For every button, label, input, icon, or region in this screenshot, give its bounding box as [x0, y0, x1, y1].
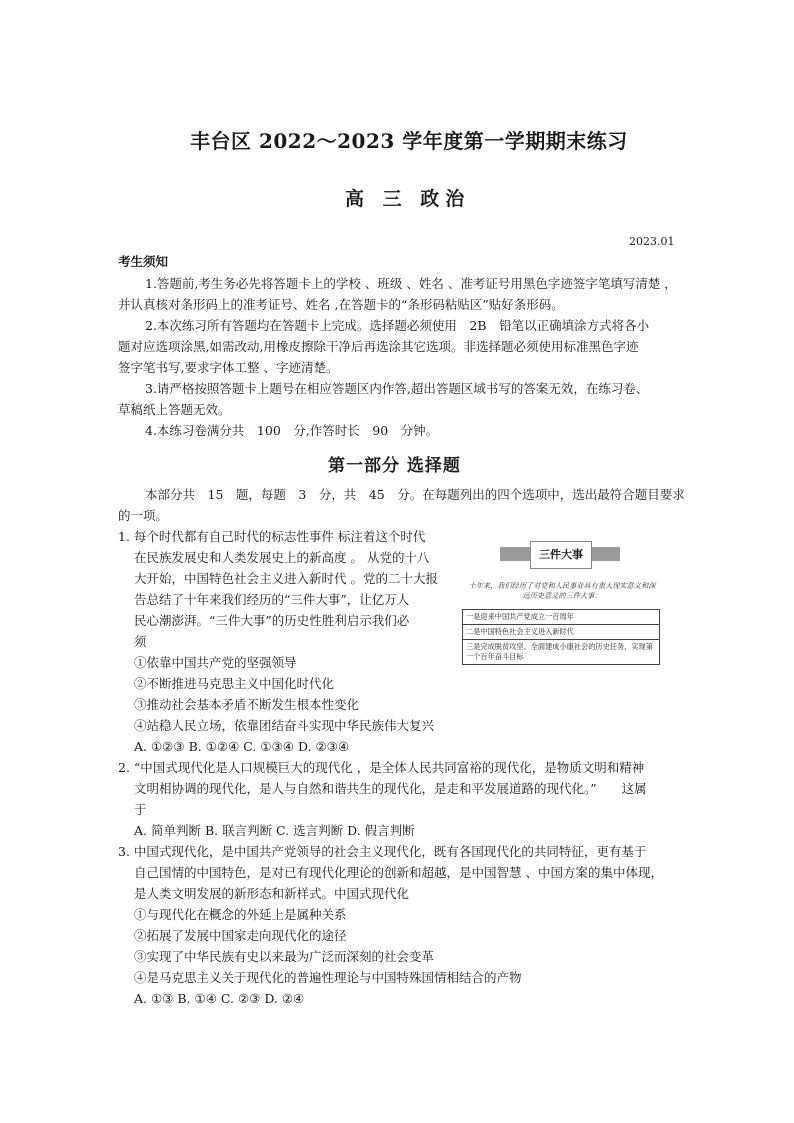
exam-date: 2023.01 — [629, 235, 675, 248]
q1-stem: 民心潮澎湃。“三件大事”的历史性胜利启示我们必 — [134, 613, 410, 628]
figure-row: 一是迎来中国共产党成立一百周年 — [463, 610, 659, 625]
notice-line: 签字笔书写,要求字体工整 、字迹清楚。 — [118, 360, 339, 375]
q1-stem: 大开始，中国特色社会主义进入新时代 。党的二十大报 — [134, 571, 438, 586]
q1-stem: 须 — [134, 634, 147, 649]
notice-line: 4.本练习卷满分共 100 分,作答时长 90 分钟。 — [145, 423, 439, 438]
notice-line: 并认真核对条形码上的准考证号、姓名 ,在答题卡的“条形码粘贴区”贴好条形码。 — [118, 297, 564, 312]
notice-line: 题对应选项涂黑,如需改动,用橡皮擦除干净后再选涂其它选项。非选择题必须使用标准黑色字迹 — [118, 339, 639, 354]
section-intro: 的一项。 — [118, 508, 169, 523]
q1-statement: ②不断推进马克思主义中国化时代化 — [134, 676, 335, 691]
notice-line: 1.答题前,考生务必先将答题卡上的学校 、班级 、姓名 、准考证号用黑色字迹签字笔填写清楚 ， — [145, 276, 677, 291]
figure-row: 三是完成脱贫攻坚、全面建成小康社会的历史任务，实现第一个百年奋斗目标 — [466, 642, 653, 661]
exam-title: 丰台区 2022～2023 学年度第一学期期末练习 — [190, 129, 628, 153]
q3-stem: 3. 中国式现代化，是中国共产党领导的社会主义现代化，既有各国现代化的共同特征，更有基于 — [118, 844, 647, 859]
q3-options: A. ①③ B. ①④ C. ②③ D. ②④ — [134, 991, 305, 1006]
three-events-figure — [460, 537, 660, 677]
q1-options: A. ①②③ B. ①②④ C. ①③④ D. ②③④ — [134, 739, 350, 754]
q1-statement: ③推动社会基本矛盾不断发生根本性变化 — [134, 697, 360, 712]
q3-statement: ②拓展了发展中国家走向现代化的途径 — [134, 928, 347, 943]
q3-statement: ①与现代化在概念的外延上是属种关系 — [134, 907, 347, 922]
q1-statement: ④站稳人民立场，依靠团结奋斗实现中华民族伟大复兴 — [134, 718, 435, 733]
q3-statement: ④是马克思主义关于现代化的普遍性理论与中国特殊国情相结合的产物 — [134, 970, 522, 985]
q1-stem: 在民族发展史和人类发展史上的新高度 。 从党的十八 — [134, 550, 430, 565]
q3-stem: 自己国情的中国特色，是对已有现代化理论的创新和超越，是中国智慧 、中国方案的集中体现， — [134, 865, 663, 880]
figure-table — [462, 609, 660, 665]
q3-statement: ③实现了中华民族有史以来最为广泛而深刻的社会变革 — [134, 949, 435, 964]
q2-stem: 文明相协调的现代化，是人与自然和谐共生的现代化，是走和平发展道路的现代化。” 这属 — [134, 781, 647, 796]
q1-statement: ①依靠中国共产党的坚强领导 — [134, 655, 297, 670]
section-title: 第一部分 选择题 — [328, 456, 461, 476]
figure-banner: 三件大事 — [530, 541, 592, 569]
q2-options: A. 简单判断 B. 联言判断 C. 选言判断 D. 假言判断 — [134, 823, 415, 838]
figure-caption: 十年来，我们经历了对党和人民事业具有重大现实意义和深远历史意义的三件大事： — [468, 581, 656, 600]
exam-subtitle: 高 三 政治 — [345, 188, 471, 210]
notice-heading: 考生须知 — [118, 254, 169, 269]
q3-stem: 是人类文明发展的新形态和新样式。中国式现代化 — [134, 886, 410, 901]
notice-line: 3.请严格按照答题卡上题号在相应答题区内作答,超出答题区域书写的答案无效，在练习卷、 — [145, 381, 649, 396]
q2-stem: 于 — [134, 802, 147, 817]
notice-line: 2.本次练习所有答题均在答题卡上完成。选择题必须使用 2B 铅笔以正确填涂方式将各小 — [145, 318, 650, 333]
section-intro: 本部分共 15 题，每题 3 分，共 45 分。在每题列出的四个选项中，选出最符合题目要求 — [145, 487, 685, 502]
q1-stem: 1. 每个时代都有自己时代的标志性事件 标注着这个时代 — [118, 529, 426, 544]
figure-row: 二是中国特色社会主义进入新时代 — [463, 625, 659, 640]
q2-stem: 2. “中国式现代化是人口规模巨大的现代化 ，是全体人民共同富裕的现代化，是物质文明和精神 — [118, 760, 645, 775]
notice-line: 草稿纸上答题无效。 — [118, 402, 231, 417]
q1-stem: 告总结了十年来我们经历的“三件大事”，让亿万人 — [134, 592, 410, 607]
